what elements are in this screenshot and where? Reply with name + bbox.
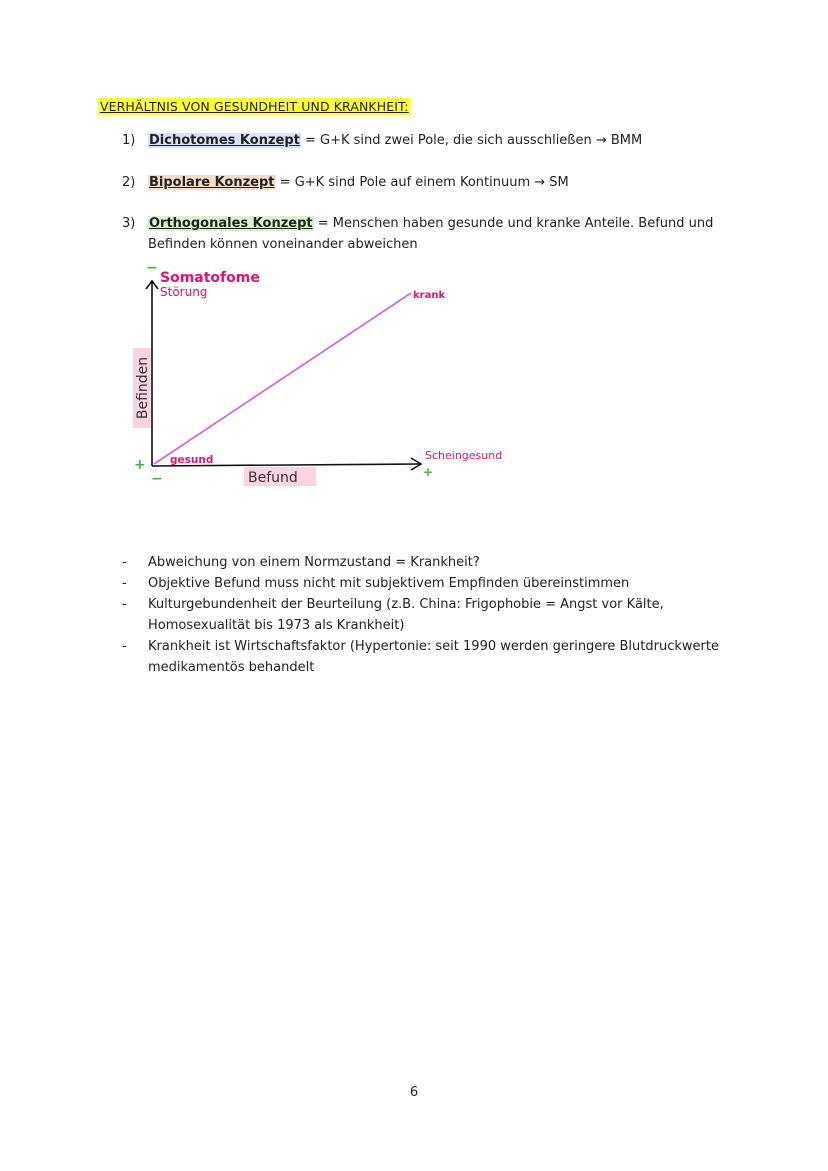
somatoforme-label: Somatofome — [160, 270, 260, 286]
origin-minus-sign: − — [151, 471, 163, 487]
bullet-dash: - — [122, 576, 127, 591]
origin-plus-sign: + — [134, 457, 146, 473]
concept-text: = G+K sind zwei Pole, die sich ausschließen → BMM — [300, 133, 643, 148]
concept-number: 2) — [122, 175, 136, 190]
concept-text: = Menschen haben gesunde und kranke Anteile. Befund und Befinden können voneinander abweichen — [148, 216, 714, 252]
y-axis-label: Befinden — [135, 356, 151, 420]
bullet-dash: - — [122, 639, 127, 654]
concept-number: 1) — [122, 133, 136, 148]
concept-number: 3) — [122, 216, 136, 231]
concept-term-bipolar: Bipolare Konzept — [149, 175, 275, 190]
concept-term-dichotom: Dichotomes Konzept — [149, 133, 300, 148]
gesund-label: gesund — [170, 454, 214, 466]
bullet-text: Krankheit ist Wirtschaftsfaktor (Hypertonie: seit 1990 werden geringere Blutdruckwerte medikamentös behandelt — [148, 639, 719, 675]
stoerung-label: Störung — [160, 285, 208, 299]
krank-label: krank — [413, 290, 446, 301]
scheingesund-label: Scheingesund — [425, 449, 503, 462]
y-top-minus-sign: − — [146, 260, 158, 276]
bullet-dash: - — [122, 555, 127, 570]
x-end-plus-sign: + — [423, 465, 434, 479]
bullet-dash: - — [122, 597, 127, 612]
orthogonal-concept-diagram — [125, 258, 525, 493]
section-heading: VERHÄLTNIS VON GESUNDHEIT UND KRANKHEIT: — [100, 99, 409, 114]
x-axis-label: Befund — [248, 470, 298, 486]
concept-text: = G+K sind Pole auf einem Kontinuum → SM — [275, 175, 569, 190]
concept-term-orthogonal: Orthogonales Konzept — [149, 216, 313, 231]
bullet-text: Objektive Befund muss nicht mit subjektivem Empfinden übereinstimmen — [148, 576, 630, 591]
diagonal-line — [154, 293, 411, 464]
bullet-text: Abweichung von einem Normzustand = Krankheit? — [148, 555, 480, 570]
bullet-text: Kulturgebundenheit der Beurteilung (z.B. China: Frigophobie = Angst vor Kälte, Homosexualität bis 1973 als Krankheit) — [148, 597, 664, 633]
page-number: 6 — [409, 1085, 419, 1100]
